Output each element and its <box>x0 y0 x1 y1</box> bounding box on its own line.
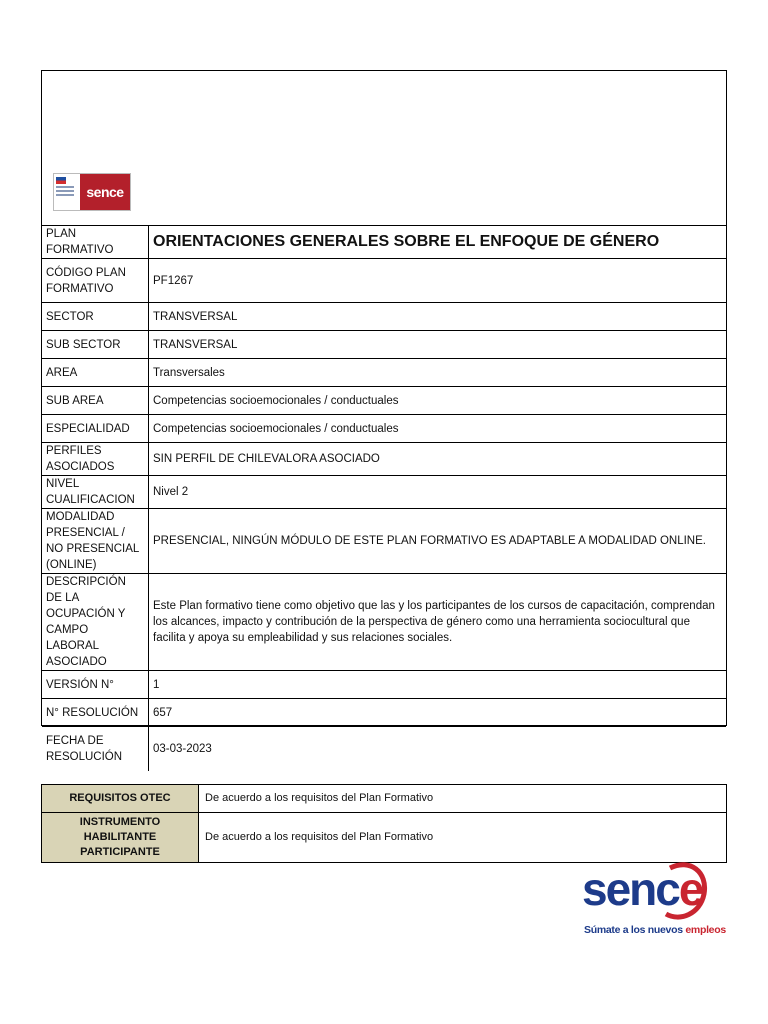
plan-row <box>42 476 726 509</box>
plan-row <box>42 509 726 574</box>
government-crest-icon <box>54 174 80 210</box>
plan-row <box>42 387 726 415</box>
plan-value: PRESENCIAL, NINGÚN MÓDULO DE ESTE PLAN FORMATIVO ES ADAPTABLE A MODALIDAD ONLINE. <box>149 509 727 574</box>
plan-row <box>42 415 726 443</box>
plan-value: Transversales <box>149 359 727 387</box>
requirement-row <box>42 813 727 863</box>
footer-logo-word-accent: e <box>678 863 703 915</box>
plan-value: Este Plan formativo tiene como objetivo que las y los participantes de los cursos de capacitación, comprendan los alcances, impacto y contribución de la perspectiva de género como una herramienta sociocultural que facilita y apoya su empleabilidad y sus relaciones sociales. <box>149 574 727 671</box>
plan-label: SUB SECTOR <box>42 331 149 359</box>
requirement-row <box>42 785 727 813</box>
requirement-label: INSTRUMENTO HABILITANTE PARTICIPANTE <box>42 813 199 863</box>
sence-header-logo <box>53 173 131 211</box>
plan-label: DESCRIPCIÓN DE LA OCUPACIÓN Y CAMPO LABORAL ASOCIADO <box>42 574 149 671</box>
plan-label: PERFILES ASOCIADOS <box>42 443 149 476</box>
footer-logo-tagline <box>584 924 726 936</box>
plan-value: PF1267 <box>149 259 727 303</box>
header-logo-text: sence <box>80 174 130 210</box>
plan-label: N° RESOLUCIÓN <box>42 699 149 727</box>
plan-row <box>42 671 726 699</box>
plan-value: Competencias socioemocionales / conductuales <box>149 415 727 443</box>
requirement-value: De acuerdo a los requisitos del Plan Formativo <box>199 813 727 863</box>
plan-value: SIN PERFIL DE CHILEVALORA ASOCIADO <box>149 443 727 476</box>
plan-value: TRANSVERSAL <box>149 303 727 331</box>
plan-title: ORIENTACIONES GENERALES SOBRE EL ENFOQUE DE GÉNERO <box>149 226 727 259</box>
plan-table <box>42 225 726 771</box>
plan-label: ESPECIALIDAD <box>42 415 149 443</box>
plan-label: AREA <box>42 359 149 387</box>
plan-row <box>42 443 726 476</box>
plan-row <box>42 359 726 387</box>
requirement-label: REQUISITOS OTEC <box>42 785 199 813</box>
footer-tagline-main: Súmate a los nuevos <box>584 924 686 936</box>
plan-label: PLAN FORMATIVO <box>42 226 149 259</box>
plan-value: 03-03-2023 <box>149 727 727 771</box>
plan-label: FECHA DE RESOLUCIÓN <box>42 727 149 771</box>
plan-row <box>42 303 726 331</box>
requirements-table <box>41 784 727 863</box>
footer-logo-word-main: senc <box>582 863 679 915</box>
plan-label: VERSIÓN N° <box>42 671 149 699</box>
plan-label: NIVEL CUALIFICACION <box>42 476 149 509</box>
plan-frame <box>41 70 727 763</box>
plan-value: 657 <box>149 699 727 727</box>
plan-row <box>42 331 726 359</box>
footer-logo-word <box>582 862 702 916</box>
plan-value: Competencias socioemocionales / conductuales <box>149 387 727 415</box>
plan-value: 1 <box>149 671 727 699</box>
plan-label: SECTOR <box>42 303 149 331</box>
plan-label: MODALIDAD PRESENCIAL / NO PRESENCIAL (ONLINE) <box>42 509 149 574</box>
plan-row <box>42 699 726 727</box>
plan-row <box>42 574 726 671</box>
plan-row <box>42 259 726 303</box>
footer-tagline-accent: empleos <box>685 924 726 936</box>
plan-value: TRANSVERSAL <box>149 331 727 359</box>
plan-value: Nivel 2 <box>149 476 727 509</box>
sence-footer-logo <box>580 858 726 942</box>
requirement-value: De acuerdo a los requisitos del Plan Formativo <box>199 785 727 813</box>
plan-row <box>42 226 726 259</box>
plan-row <box>42 727 726 771</box>
plan-label: CÓDIGO PLAN FORMATIVO <box>42 259 149 303</box>
plan-label: SUB AREA <box>42 387 149 415</box>
